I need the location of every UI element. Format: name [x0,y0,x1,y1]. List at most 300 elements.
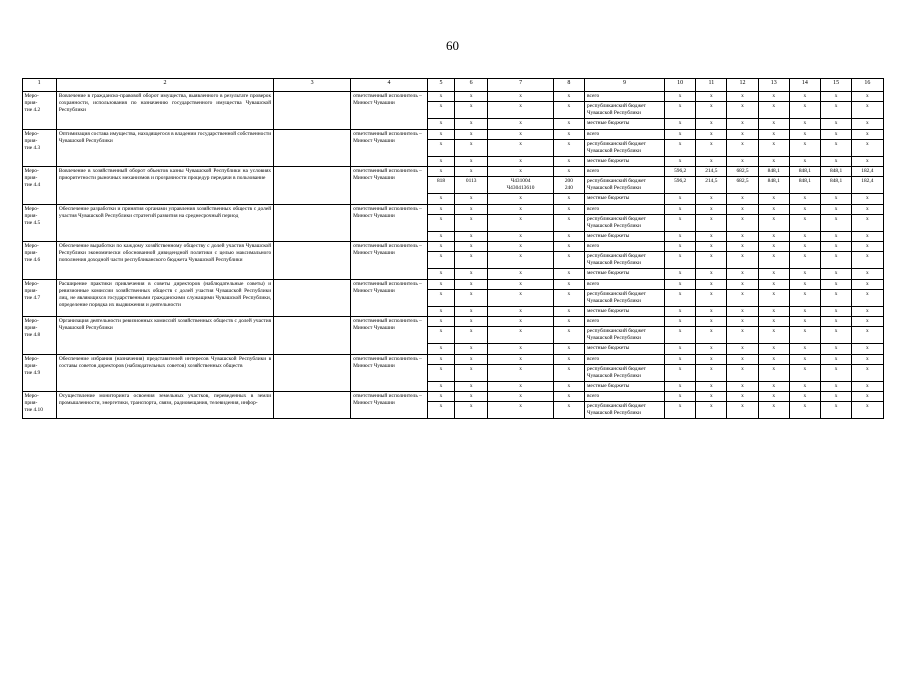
amount-year-1: x [665,242,696,252]
document-page [0,38,905,678]
funding-source: местные бюджеты [585,344,665,354]
measure-col3 [274,204,351,242]
amount-year-1: x [665,381,696,391]
amount-year-6: x [821,139,852,156]
code-gl-rbs: x [428,214,455,231]
code-gl-rbs: x [428,289,455,306]
amount-year-3: x [727,354,758,364]
amount-year-7: x [852,364,883,381]
amount-year-4: 848,1 [758,167,789,177]
table-row [22,279,883,289]
code-rz-pr: x [455,364,488,381]
code-gl-rbs: x [428,156,455,166]
code-gl-rbs: x [428,119,455,129]
amount-year-6: x [821,129,852,139]
amount-year-1: x [665,214,696,231]
amount-year-5: x [789,214,820,231]
code-rz-pr: x [455,269,488,279]
amount-year-2: x [696,214,727,231]
funding-source: всего [585,317,665,327]
code-rz-pr: x [455,214,488,231]
amount-year-1: x [665,252,696,269]
amount-year-2: x [696,317,727,327]
amount-year-2: x [696,381,727,391]
code-rz-pr: x [455,139,488,156]
amount-year-1: 596,2 [665,177,696,194]
amount-year-7: x [852,204,883,214]
column-number-2: 2 [56,79,273,92]
amount-year-7: 182,4 [852,167,883,177]
amount-year-6: x [821,156,852,166]
amount-year-2: 214,5 [696,177,727,194]
measure-executor: ответственный исполнитель – Минюст Чувашии [351,129,428,167]
amount-year-4: x [758,381,789,391]
amount-year-4: x [758,194,789,204]
amount-year-2: x [696,139,727,156]
amount-year-7: x [852,231,883,241]
amount-year-5: x [789,306,820,316]
amount-year-6: x [821,231,852,241]
measure-executor: ответственный исполнитель – Минюст Чувашии [351,354,428,392]
amount-year-2: x [696,156,727,166]
amount-year-7: x [852,119,883,129]
amount-year-1: x [665,364,696,381]
amount-year-2: x [696,354,727,364]
table-row [22,129,883,139]
measure-executor: ответственный исполнитель – Минюст Чувашии [351,242,428,280]
code-cs: x [488,354,554,364]
code-vr: x [553,289,584,306]
amount-year-2: x [696,102,727,119]
amount-year-4: x [758,92,789,102]
code-cs: x [488,279,554,289]
amount-year-2: x [696,306,727,316]
code-gl-rbs: x [428,317,455,327]
amount-year-5: x [789,364,820,381]
amount-year-2: x [696,279,727,289]
amount-year-4: x [758,139,789,156]
code-rz-pr: x [455,156,488,166]
amount-year-5: x [789,156,820,166]
amount-year-6: x [821,102,852,119]
column-number-6: 6 [455,79,488,92]
code-gl-rbs: x [428,364,455,381]
amount-year-3: x [727,317,758,327]
amount-year-4: x [758,344,789,354]
amount-year-6: x [821,214,852,231]
code-cs: x [488,242,554,252]
code-cs: x [488,289,554,306]
amount-year-6: 848,1 [821,177,852,194]
amount-year-2: x [696,119,727,129]
amount-year-7: x [852,214,883,231]
amount-year-2: x [696,392,727,402]
amount-year-5: x [789,92,820,102]
measure-col3 [274,242,351,280]
measure-name: Обеспечение разработки и принятия органами управления хозяйственных обществ с долей участия Чувашской Республики стратегий развития на среднесрочный период [56,204,273,242]
code-gl-rbs: x [428,392,455,402]
funding-source: местные бюджеты [585,306,665,316]
amount-year-5: x [789,402,820,419]
funding-source: всего [585,92,665,102]
code-gl-rbs: x [428,252,455,269]
amount-year-5: x [789,317,820,327]
amount-year-6: x [821,392,852,402]
measure-executor: ответственный исполнитель – Минюст Чувашии [351,92,428,130]
amount-year-6: x [821,364,852,381]
code-rz-pr: x [455,119,488,129]
funding-source: местные бюджеты [585,381,665,391]
amount-year-3: 682,5 [727,167,758,177]
funding-source: республиканский бюджет Чувашской Республики [585,139,665,156]
measure-col3 [274,167,351,205]
code-rz-pr: x [455,381,488,391]
amount-year-2: x [696,364,727,381]
code-rz-pr: x [455,317,488,327]
code-vr: x [553,139,584,156]
amount-year-7: x [852,102,883,119]
code-cs: x [488,156,554,166]
funding-source: республиканский бюджет Чувашской Республики [585,102,665,119]
code-rz-pr: x [455,402,488,419]
amount-year-6: x [821,194,852,204]
code-cs: x [488,204,554,214]
amount-year-4: x [758,102,789,119]
amount-year-5: x [789,269,820,279]
amount-year-5: x [789,231,820,241]
amount-year-4: 848,1 [758,177,789,194]
measure-id: Меро- прия- тие 4.3 [22,129,56,167]
amount-year-1: x [665,156,696,166]
measure-name: Вовлечение в гражданско-правовой оборот имущества, выявленного в результате проверок сохранности, использования по назначению государственного имущества Чувашской Республики [56,92,273,130]
funding-source: всего [585,129,665,139]
funding-source: республиканский бюджет Чувашской Республики [585,177,665,194]
amount-year-4: x [758,214,789,231]
table-row [22,392,883,402]
amount-year-5: x [789,129,820,139]
column-number-13: 13 [758,79,789,92]
column-number-7: 7 [488,79,554,92]
table-row [22,242,883,252]
measure-id: Меро- прия- тие 4.5 [22,204,56,242]
measure-name: Вовлечение в хозяйственный оборот объектов казны Чувашской Республики на условиях приоритетности рыночных механизмов и прозрачности процедур передачи в пользование [56,167,273,205]
amount-year-6: x [821,204,852,214]
code-gl-rbs: x [428,194,455,204]
amount-year-6: x [821,344,852,354]
amount-year-1: 596,2 [665,167,696,177]
code-vr: x [553,231,584,241]
amount-year-6: x [821,242,852,252]
amount-year-5: x [789,327,820,344]
amount-year-5: x [789,204,820,214]
funding-source: местные бюджеты [585,119,665,129]
amount-year-4: x [758,156,789,166]
amount-year-3: x [727,242,758,252]
amount-year-2: x [696,242,727,252]
code-gl-rbs: 818 [428,177,455,194]
code-rz-pr: x [455,92,488,102]
measure-col3 [274,317,351,355]
amount-year-6: x [821,269,852,279]
code-rz-pr: x [455,306,488,316]
amount-year-5: x [789,194,820,204]
code-gl-rbs: x [428,327,455,344]
column-number-1: 1 [22,79,56,92]
amount-year-5: 848,1 [789,167,820,177]
table-row [22,317,883,327]
code-vr: x [553,317,584,327]
code-rz-pr: x [455,231,488,241]
funding-source: всего [585,354,665,364]
code-vr: x [553,392,584,402]
code-gl-rbs: x [428,242,455,252]
amount-year-1: x [665,119,696,129]
amount-year-7: x [852,129,883,139]
amount-year-6: x [821,92,852,102]
code-rz-pr: 0113 [455,177,488,194]
code-vr: x [553,269,584,279]
code-gl-rbs: x [428,92,455,102]
measure-col3 [274,392,351,419]
amount-year-7: x [852,279,883,289]
code-vr: x [553,252,584,269]
code-cs: x [488,317,554,327]
code-gl-rbs: x [428,269,455,279]
amount-year-1: x [665,306,696,316]
amount-year-6: x [821,279,852,289]
code-gl-rbs: x [428,354,455,364]
amount-year-5: x [789,279,820,289]
amount-year-4: x [758,129,789,139]
amount-year-6: x [821,289,852,306]
code-cs: Ч431004 Ч430413610 [488,177,554,194]
code-rz-pr: x [455,204,488,214]
amount-year-1: x [665,231,696,241]
code-cs: x [488,194,554,204]
amount-year-7: x [852,317,883,327]
code-cs: x [488,269,554,279]
code-cs: x [488,364,554,381]
measure-executor: ответственный исполнитель – Минюст Чувашии [351,279,428,317]
amount-year-3: x [727,156,758,166]
amount-year-6: x [821,327,852,344]
measure-executor: ответственный исполнитель – Минюст Чувашии [351,317,428,355]
amount-year-3: x [727,129,758,139]
amount-year-5: x [789,381,820,391]
code-cs: x [488,392,554,402]
amount-year-3: x [727,327,758,344]
code-cs: x [488,102,554,119]
measure-col3 [274,354,351,392]
amount-year-3: x [727,194,758,204]
code-rz-pr: x [455,279,488,289]
amount-year-7: x [852,392,883,402]
amount-year-2: x [696,194,727,204]
code-cs: x [488,167,554,177]
code-rz-pr: x [455,129,488,139]
amount-year-3: x [727,252,758,269]
funding-source: всего [585,392,665,402]
funding-source: республиканский бюджет Чувашской Республики [585,327,665,344]
amount-year-5: x [789,392,820,402]
funding-source: республиканский бюджет Чувашской Республики [585,289,665,306]
amount-year-2: x [696,269,727,279]
amount-year-4: x [758,306,789,316]
code-cs: x [488,119,554,129]
amount-year-5: x [789,242,820,252]
amount-year-2: x [696,231,727,241]
amount-year-1: x [665,269,696,279]
amount-year-7: x [852,354,883,364]
measure-name: Обеспечение избрания (назначения) представителей интересов Чувашской Республики в составы советов директоров (наблюдательных советов) хозяйственных обществ [56,354,273,392]
amount-year-4: x [758,317,789,327]
amount-year-1: x [665,344,696,354]
code-rz-pr: x [455,194,488,204]
amount-year-3: x [727,139,758,156]
column-number-3: 3 [274,79,351,92]
amount-year-7: x [852,402,883,419]
code-vr: x [553,119,584,129]
amount-year-4: x [758,392,789,402]
code-rz-pr: x [455,392,488,402]
column-number-9: 9 [585,79,665,92]
code-gl-rbs: x [428,204,455,214]
funding-source: республиканский бюджет Чувашской Республики [585,214,665,231]
amount-year-6: x [821,381,852,391]
code-rz-pr: x [455,102,488,119]
amount-year-4: x [758,354,789,364]
code-gl-rbs: x [428,279,455,289]
funding-source: республиканский бюджет Чувашской Республики [585,364,665,381]
measure-col3 [274,129,351,167]
amount-year-1: x [665,317,696,327]
code-gl-rbs: x [428,231,455,241]
amount-year-2: x [696,204,727,214]
code-vr: x [553,92,584,102]
amount-year-5: x [789,252,820,269]
measure-id: Меро- прия- тие 4.6 [22,242,56,280]
measure-id: Меро- прия- тие 4.9 [22,354,56,392]
code-vr: 200 240 [553,177,584,194]
amount-year-1: x [665,129,696,139]
funding-source: всего [585,204,665,214]
amount-year-4: x [758,289,789,306]
amount-year-7: x [852,92,883,102]
column-number-14: 14 [789,79,820,92]
amount-year-7: x [852,381,883,391]
program-measures-table [22,78,884,419]
column-number-4: 4 [351,79,428,92]
code-rz-pr: x [455,344,488,354]
amount-year-5: 848,1 [789,177,820,194]
amount-year-6: x [821,252,852,269]
measure-name: Обеспечение выработки по каждому хозяйственному обществу с долей участия Чувашской Республики экономически обоснованной дивидендной политики с целью максимального пополнения доходной части республиканского бюджета Чувашской Республики [56,242,273,280]
funding-source: всего [585,167,665,177]
code-gl-rbs: x [428,129,455,139]
amount-year-7: x [852,139,883,156]
code-cs: x [488,129,554,139]
code-vr: x [553,214,584,231]
measure-id: Меро- прия- тие 4.7 [22,279,56,317]
code-gl-rbs: x [428,344,455,354]
amount-year-1: x [665,279,696,289]
amount-year-3: x [727,279,758,289]
amount-year-1: x [665,392,696,402]
code-rz-pr: x [455,354,488,364]
code-vr: x [553,381,584,391]
measure-name: Оптимизация состава имущества, находящегося в владении государственной собственности Чувашской Республики [56,129,273,167]
amount-year-5: x [789,344,820,354]
code-cs: x [488,214,554,231]
amount-year-3: x [727,92,758,102]
amount-year-1: x [665,139,696,156]
column-number-5: 5 [428,79,455,92]
amount-year-5: x [789,354,820,364]
page-number: 60 [446,38,459,53]
code-vr: x [553,242,584,252]
column-number-8: 8 [553,79,584,92]
amount-year-6: x [821,306,852,316]
amount-year-3: x [727,269,758,279]
column-number-10: 10 [665,79,696,92]
code-vr: x [553,129,584,139]
code-cs: x [488,344,554,354]
amount-year-3: x [727,392,758,402]
measure-col3 [274,92,351,130]
measure-name: Осуществление мониторинга освоения земельных участков, переведенных в земли промышленности, энергетики, транспорта, связи, радиовещания, телевидения, инфор- [56,392,273,419]
amount-year-2: x [696,344,727,354]
amount-year-2: x [696,289,727,306]
funding-source: местные бюджеты [585,269,665,279]
measure-id: Меро- прия- тие 4.2 [22,92,56,130]
measure-id: Меро- прия- тие 4.10 [22,392,56,419]
code-vr: x [553,194,584,204]
code-rz-pr: x [455,167,488,177]
code-cs: x [488,92,554,102]
amount-year-1: x [665,354,696,364]
amount-year-6: 848,1 [821,167,852,177]
funding-source: республиканский бюджет Чувашской Республики [585,252,665,269]
code-vr: x [553,402,584,419]
table-body [22,79,883,419]
amount-year-3: x [727,231,758,241]
funding-source: местные бюджеты [585,156,665,166]
amount-year-7: x [852,327,883,344]
amount-year-7: x [852,269,883,279]
amount-year-1: x [665,402,696,419]
amount-year-4: x [758,279,789,289]
code-vr: x [553,204,584,214]
funding-source: республиканский бюджет Чувашской Республики [585,402,665,419]
amount-year-4: x [758,242,789,252]
amount-year-1: x [665,102,696,119]
amount-year-5: x [789,139,820,156]
code-vr: x [553,156,584,166]
amount-year-3: x [727,402,758,419]
amount-year-5: x [789,102,820,119]
column-number-16: 16 [852,79,883,92]
code-vr: x [553,306,584,316]
code-vr: x [553,102,584,119]
code-gl-rbs: x [428,402,455,419]
amount-year-7: x [852,289,883,306]
measure-id: Меро- прия- тие 4.4 [22,167,56,205]
amount-year-3: x [727,214,758,231]
amount-year-2: x [696,402,727,419]
amount-year-6: x [821,402,852,419]
measure-id: Меро- прия- тие 4.8 [22,317,56,355]
amount-year-7: x [852,156,883,166]
